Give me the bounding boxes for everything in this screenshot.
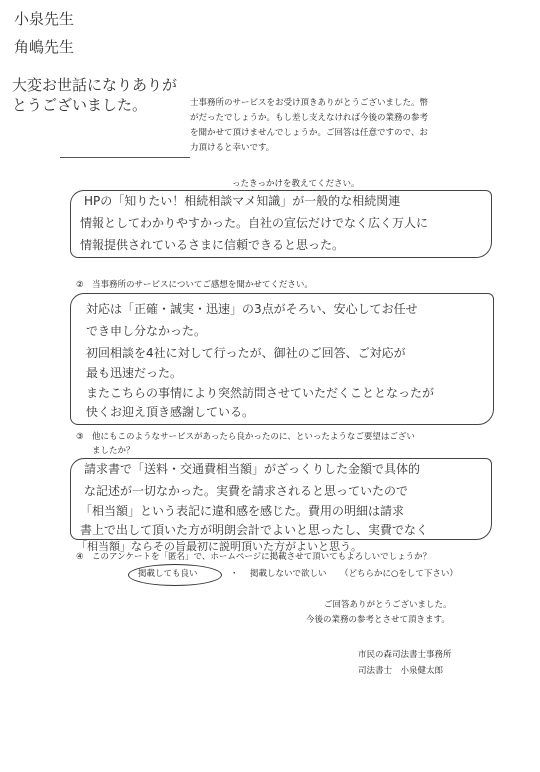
intro-line-2: がだったでしょうか。もし差し支えなければ今後の業務の参考 xyxy=(190,113,429,123)
q4-option-separator: ・ xyxy=(230,569,239,579)
q1-answer-line-3: 情報提供されているさまに信頼できると思った。 xyxy=(80,238,345,252)
q3-answer-line-2: な記述が一切なかった。実費を請求されると思っていたので xyxy=(84,484,409,498)
q4-option-yes[interactable]: 掲載しても良い xyxy=(138,569,198,579)
q3-answer-line-4: 書上で出して頂いた方が明朗会計でよいと思ったし、実費でなく xyxy=(80,523,429,537)
q3-answer-line-3: 「相当額」という表記に違和感を感じた。費用の明細は請求 xyxy=(80,504,405,518)
q1-answer-line-2: 情報としてわかりやすかった。自社の宣伝だけでなく広く万人に xyxy=(80,216,429,230)
q1-question: ったきっかけを教えてください。 xyxy=(232,179,360,189)
handwritten-thanks-line-1: 大変お世話になりありが xyxy=(12,76,178,94)
recipient-name-1: 小泉先生 xyxy=(14,10,75,28)
closing-line-2: 今後の業務の参考とさせて頂きます。 xyxy=(306,615,450,625)
recipient-name-2: 角嶋先生 xyxy=(14,38,75,56)
intro-line-4: 力頂けると幸いです。 xyxy=(190,143,275,153)
q2-question: 当事務所のサービスについてご感想を聞かせてください。 xyxy=(92,280,313,290)
q3-number: ③ xyxy=(76,432,84,442)
q2-answer-line-4: 最も迅速だった。 xyxy=(86,366,183,380)
q3-question-line-2: ましたか？ xyxy=(92,446,135,456)
q1-answer-line-1: HPの「知りたい！相続相談マメ知識」が一般的な相続関連 xyxy=(84,194,401,208)
intro-line-3: を聞かせて頂けませんでしょうか。ご回答は任意ですので、お xyxy=(190,128,428,138)
closing-line-1: ご回答ありがとうございました。 xyxy=(324,600,452,610)
q2-answer-line-3: 初回相談を4社に対して行ったが、御社のご回答、ご対応が xyxy=(86,346,406,360)
q4-option-no[interactable]: 掲載しないで欲しい xyxy=(250,569,327,579)
q2-answer-line-6: 快くお迎え頂き感謝している。 xyxy=(86,405,255,419)
handwritten-thanks-line-2: とうございました。 xyxy=(12,96,148,114)
q3-answer-line-5: 「相当額」ならその旨最初に説明頂いた方がよいと思う。 xyxy=(76,540,362,553)
q2-number: ② xyxy=(76,280,84,290)
q3-question-line-1: 他にもこのようなサービスがあったら良かったのに、といったようなご要望はござい xyxy=(92,432,415,442)
q2-answer-line-1: 対応は「正確・誠実・迅速」の3点がそろい、安心してお任せ xyxy=(86,302,418,316)
name-underline xyxy=(60,157,190,158)
q4-number: ④ xyxy=(76,552,84,562)
q3-answer-line-1: 請求書で「送料・交通費相当額」がざっくりした金額で具体的 xyxy=(84,462,421,476)
q2-answer-line-5: またこちらの事情により突然訪問させていただくこととなったが xyxy=(86,386,435,400)
intro-line-1: 士事務所のサービスをお受け頂きありがとうございました。幣 xyxy=(190,98,429,108)
signature-person: 司法書士 小泉健太郎 xyxy=(358,666,444,676)
q4-instruction: （どちらかに○をして下さい） xyxy=(340,569,458,579)
q4-question: このアンケートを「匿名」で、ホームページに掲載させて頂いてもよろしいでしょうか？ xyxy=(92,552,432,562)
signature-office: 市民の森司法書士事務所 xyxy=(358,650,452,660)
q2-answer-line-2: でき申し分なかった。 xyxy=(86,324,207,338)
